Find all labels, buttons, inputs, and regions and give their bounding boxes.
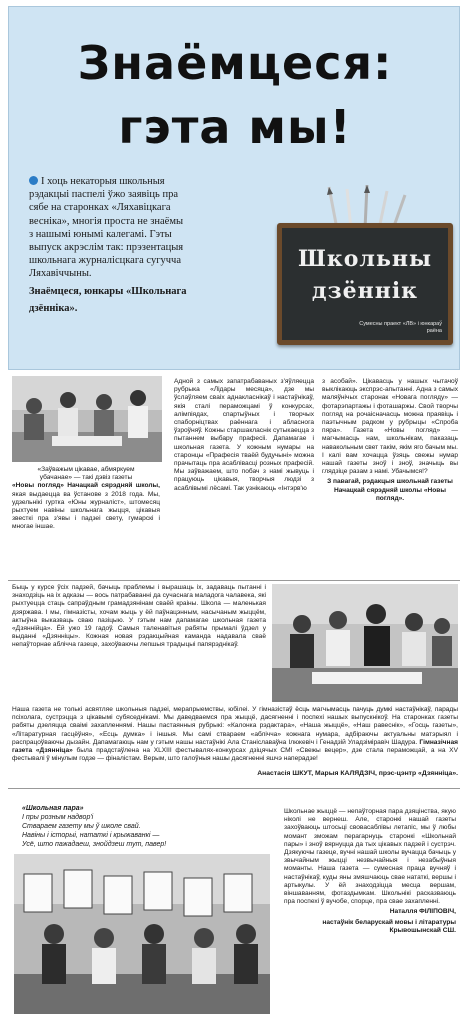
section-divider [8, 788, 460, 789]
board-title-line-2: дзённік [311, 278, 419, 304]
headline-line-2: гэта мы! [118, 100, 352, 154]
lead-line: весніка», многія проста не знаёмы [29, 215, 184, 227]
lead-sign-line: Знаёмцеся, юнкары «Школьнага [29, 285, 187, 297]
article-column-3 [322, 378, 458, 503]
paragraph-3-bold: Гімназічная газета «Дзянніца» [12, 738, 458, 755]
author-name: Наталля ФІЛІПОВІЧ, [389, 908, 456, 916]
article-dziannica [8, 584, 460, 784]
header-band [8, 6, 460, 370]
caption-text: якая выдаецца ва ўстанове з 2018 года. Мы, удзельнікі гуртка «Юны журналіст», штомесяц рыхтуем навіны школьнага жыцця, цікавыя звесткі пра з'явы і падзеі свету, гумарскі і многае іншае. [12, 490, 160, 531]
article-paragraph-2 [12, 706, 458, 763]
lead-line: сябе на старонках «Ляхавіцкага [29, 202, 171, 214]
lead-line: школьнага журналісцкага сугучча [29, 255, 181, 267]
headline-line-1: Знаёмцеся: [77, 36, 393, 90]
lead-sign-line: дзённіка». [29, 302, 78, 314]
poem-line: І пры розным надвор'і [22, 814, 94, 821]
photo-students-with-letters [14, 854, 270, 1014]
article-paragraph-1: Быць у курсе ўсіх падзей, бачыць праблемы і вырашаць іх, задаваць пытанні і знаходзіць на іх адказы — вось патрабаванні да сучаснага маладога чалавека, які рыхтуецца стаць сапраўдным грамадзянінам сваёй краіны. Школа — маленькая дзяржава. І мы, гімназісты, хочам жыць у ёй паўнацэнным, насычаным жыццём, актыўна выказваць сваю пазіцыю. У гэтым нам дапамагае школьная газета «Дзяннійца». Ёй ужо 19 гадоў. Самыя таленавітыя рабяты прымалі ўдзел у выданні «Дзянніцы». Кожная новая рэдакцыйная каманда надавала сваё непаўторнае аблічча газеце, захоўваючы лепшыя традыцыі папярэднікаў. [12, 584, 266, 649]
article-novy-pogliad [8, 376, 460, 578]
lead-line: рэдакцыі паспелі ўжо заявіць пра [29, 189, 178, 201]
poem-title: «Школьная пара» [22, 805, 84, 812]
caption-line: «Заўважым цікавае, абмяркуем [37, 466, 135, 473]
bullet-dot-icon [29, 176, 38, 185]
column-3-text: з асобай». Цікавасць у нашых чытачоў выклікаюць экспрэс-апытанні. Адна з самых маляўнічых старонак «Новага погляду» — фотарэпартажы і фоташаржы. Свой творчы погляд на рочаісначасць можна праявіць і паэтычным радком у рубрыцы «Спроба пяра». Газета «Новы погляд» — магчымасць нам, школьнікам, паказаць навакольным свет такім, якім яго бачым мы. І калі вам хочацца ўзяць свежы нумар нашай газеты зноў і зноў, значыць вы глядзіце разам з намі. Убачымся!? [322, 378, 458, 476]
lead-line: Ляхавіччыны. [29, 268, 92, 280]
article-column-2: Адной з самых запатрабаваных з'яўляецца рубрыка «Лідары месяца», дзе мы ўслаўляем сваіх аднакласнікаў і настаўнікаў, якія сталі пераможцамі ў конкурсах, алімпіядах, спартыўных і творчых спаборніцтвах раённага і абласнога ўзроўняў. Кожны старшакласнік сутыкаецца з пытаннем выбару прафесіі. Дапамагае і школьная газета. У кожным нумары на старонцы «Прафесія тваёй будучыні» можна прачытаць пра асаблівасці розных прафесій. Мы заўважаем, што побач з намі жывуць і працуюць цікавыя, творчыя людзі з асаблівымі лёсамі. Так узнікаюць «Інтэрв'ю [174, 378, 314, 492]
photo-caption [12, 466, 160, 532]
lead-paragraph [29, 175, 261, 315]
chalkboard-logo [267, 185, 460, 367]
article-column-4 [284, 808, 456, 935]
paragraph-3-text: была прадстаўлена на XLXIII фестывалях-конкурсах дзіцячых СМІ «Свежы вецер», дзе стала пераможцай, а на XV фестывалі ў мінулым годзе — фіналістам. Верым, што галоўныя нашы дасягненні яшчэ наперадзе! [12, 747, 458, 763]
paragraph-2-text: Наша газета не толькі асвятляе школьныя падзеі, мерапрыемствы, юбілеі. У гімназістаў ёсць магчымасць пачуць думкі настаўнікаў, парады псіхолага, сустрэцца з цікавымі субяседнікамі. Мы даведваемся пра жыццё, дасягненні і поспехі нашых выпускнікоў. На старонках газеты рабяты дзеляцца сваімі захапленнямі. Нашы пастаянныя рубрыкі: «Калонка рэдактара», «Наша жыццё», «Наш равеснік», «Госць газеты», «Літаратурная гасцёўня», «Есць думка» і іншыя. Мы самі ствараем «аблічча» кожнага нумара, адбіраючы актуальны матэрыял і распрацоўваючы дызайн. Дапамагаюць нам у гэтым нашы настаўнікі Ала Станіславаўна Ілюкевіч і Генадзій Уладзіміравіч Шадура. [12, 706, 458, 746]
article-signature: З павагай, рэдакцыя школьнай газеты Начацкай сярэдняй школы «Новы погляд». [327, 478, 453, 502]
caption-line: убачанае» — такі дэвіз газеты [39, 474, 133, 482]
poem-line: Усё, што пажадаеш, знойдзеш тут, павер! [22, 841, 167, 848]
column-4-text: Школьнае жыццё — непаўторная пара дзяцінства, якую ніколі не вернеш. Але, старонкі нашай газеты захоўваюць штосьці свовасаблівы летапіс, мы ў любы момант зможам перагарнуць старонкі «Школьнай пары» і зноў вярнуцца да тых цікавых падзей і сустрэч. Дзякуючы газеце, вучні нашай школы вучацца бачыць у звычайным жыцці незвычайныя і незабыўныя моманты. Наша газета — сумесная праца вучняў і настаўнікаў, куды яны змяшчаюць свае нататкі, вершы і артыкулы. У ёй знаходзіцца месца вершам, віншаванням, фотаздымкам. Школьнікі расказваюць пра поспехі ў вучобе, спорце, пра свае захапленні. [284, 808, 456, 906]
photo-school-editorial [12, 376, 162, 462]
board-subtitle: Сумесны праект «ЛВ» і юнкараў раёна [359, 321, 442, 334]
caption-bold: «Новы погляд» Начацкай сярэдняй школы, [12, 482, 160, 490]
poem-line: Навіны і історыі, нататкі і крыжаванкі — [22, 832, 160, 839]
poem-line: Ствараем газету мы ў школе свай. [22, 823, 141, 830]
board-title-line-1: Школьны [297, 246, 433, 272]
poem-block [22, 804, 262, 849]
article-shkolnaia-para [8, 794, 460, 1018]
lead-line: І хоць некаторыя школьныя [41, 176, 165, 187]
author-role: настаўнік беларускай мовы і літаратуры Крывошынскай СШ. [322, 918, 456, 934]
photo-gymnasium-press-centre [272, 584, 458, 702]
section-divider [8, 580, 460, 581]
lead-line: выпуск акрэслім так: прэзентацыя [29, 242, 184, 254]
article-authors: Анастасія ШКУТ, Марыя КАЛЯДЗІЧ, прэс-цэнтр «Дзянніца». [257, 770, 458, 777]
lead-line: з нашымі юнымі калегамі. Гэты [29, 228, 172, 240]
chalkboard [277, 223, 453, 345]
